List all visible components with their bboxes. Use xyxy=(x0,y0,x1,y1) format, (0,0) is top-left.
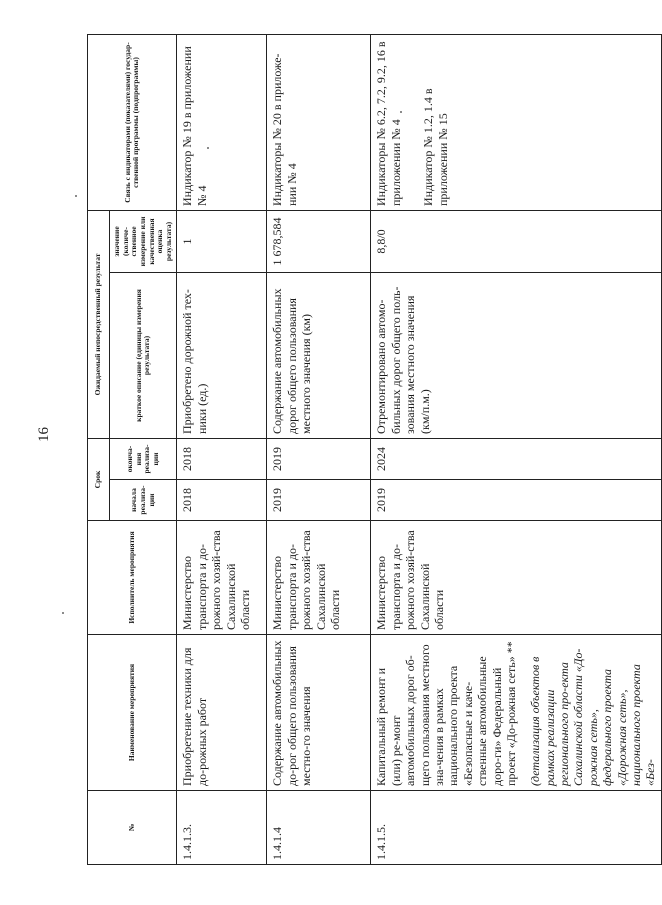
page-number: 16 xyxy=(36,427,52,442)
rotated-table-container xyxy=(87,35,658,865)
row-num: 1.4.1.5. xyxy=(371,791,661,865)
row-executor: Министерство транспорта и до-рожного хозяй-ства Сахалинской области xyxy=(267,521,371,635)
row-name-text: Приобретение техники для до-рожных работ xyxy=(180,647,209,786)
row-end: 2018 xyxy=(177,438,267,479)
header-link: Связь с индикаторами (показателями) государ-ственной программы (подпрограммы) xyxy=(88,34,177,210)
header-row-1 xyxy=(88,34,110,864)
row-link xyxy=(177,34,267,210)
row-executor: Министерство транспорта и до-рожного хозяй-ства Сахалинской области xyxy=(177,521,267,635)
row-link-1: Индикаторы № 20 в приложе-нии № 4 xyxy=(270,53,299,206)
scan-speck xyxy=(207,147,209,149)
row-link-1: Индикатор № 19 в приложении № 4 xyxy=(180,46,209,206)
row-name-note: (детализация объектов в рамках реализации регионального про-екта Сахалинской области «До-рожная сеть», федерального проекта «Дорожная сеть», национального проекта «Без- xyxy=(528,648,658,786)
row-value: 1 678,584 xyxy=(267,210,371,272)
row-link xyxy=(267,34,371,210)
row-name-text: Капитальный ремонт и (или) ре-монт автомобильных дорог об-щего пользования местного зна-чения в рамках национального проекта «Безопасные и каче-ственные автомобильные доро-ги» Федеральный проект «До-рожная сеть» ** xyxy=(374,641,518,786)
row-name xyxy=(177,635,267,791)
header-num: № xyxy=(88,791,177,865)
row-start: 2019 xyxy=(267,480,371,521)
row-start: 2018 xyxy=(177,480,267,521)
row-executor: Министерство транспорта и до-рожного хозяй-ства Сахалинской области xyxy=(371,521,661,635)
row-name-text: Содержание автомобильных до-рог общего пользования местно-го значения xyxy=(270,640,314,786)
header-executor: Исполнитель мероприятия xyxy=(88,521,177,635)
header-term-end: оконча-ния реализа-ции xyxy=(110,438,177,479)
table-row xyxy=(267,34,371,864)
row-num: 1.4.1.4 xyxy=(267,791,371,865)
row-link-2: Индикатор № 1.2, 1.4 в приложении № 15 xyxy=(421,88,450,206)
header-term-start: начала реализа-ции xyxy=(110,480,177,521)
row-desc: Отремонтировано автомо-бильных дорог общего поль-зования местного значения (км/п.м.) xyxy=(371,272,661,438)
row-value: 8,8/0 xyxy=(371,210,661,272)
row-start: 2019 xyxy=(371,480,661,521)
row-desc: Приобретено дорожной тех-ники (ед.) xyxy=(177,272,267,438)
header-term: Срок xyxy=(88,438,110,520)
row-link-1: Индикаторы № 6.2, 7.2, 9.2, 16 в приложении № 4 xyxy=(374,41,403,206)
measures-table xyxy=(87,34,662,865)
header-result: Ожидаемый непосредственный результат xyxy=(88,210,110,438)
table-row xyxy=(177,34,267,864)
row-end: 2019 xyxy=(267,438,371,479)
header-name: Наименование мероприятия xyxy=(88,635,177,791)
header-result-value: значение (количе-ственное измерение или качественная оценка результата) xyxy=(110,210,177,272)
scan-speck xyxy=(75,195,77,197)
header-result-desc: краткое описание (единицы измерения результата) xyxy=(110,272,177,438)
row-name xyxy=(267,635,371,791)
row-name xyxy=(371,635,661,791)
scan-speck xyxy=(400,111,402,113)
scan-speck xyxy=(62,612,64,614)
table-row xyxy=(371,34,661,864)
row-link xyxy=(371,34,661,210)
row-num: 1.4.1.3. xyxy=(177,791,267,865)
row-desc: Содержание автомобильных дорог общего пользования местного значения (км) xyxy=(267,272,371,438)
row-end: 2024 xyxy=(371,438,661,479)
row-value: 1 xyxy=(177,210,267,272)
